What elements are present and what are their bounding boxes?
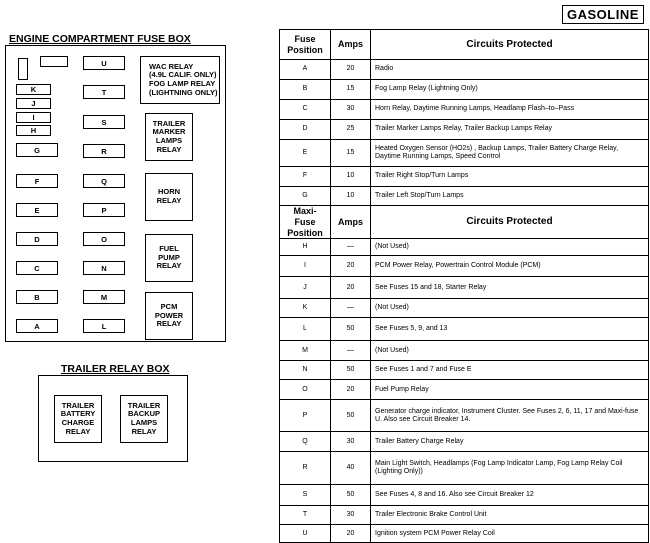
trailer-battery-charge-relay: TRAILER BATTERY CHARGE RELAY — [54, 395, 102, 443]
amps-cell: 50 — [331, 485, 371, 506]
amps-cell: 10 — [331, 187, 371, 206]
amps-cell: 50 — [331, 361, 371, 380]
circuit-cell: Radio — [371, 60, 649, 80]
position-cell: T — [280, 506, 331, 525]
fuse-slot-blank-1 — [18, 58, 28, 80]
position-cell: F — [280, 167, 331, 187]
amps-cell: 50 — [331, 400, 371, 432]
table-row — [280, 506, 649, 525]
fuse-table — [279, 29, 649, 543]
table-row — [280, 277, 649, 299]
position-cell: H — [280, 239, 331, 256]
circuit-cell: Trailer Left Stop/Turn Lamps — [371, 187, 649, 206]
position-cell: M — [280, 341, 331, 361]
fuse-slot-j: J — [16, 98, 51, 109]
fuse-slot-f: F — [16, 174, 58, 188]
table-row — [280, 120, 649, 140]
table-row — [280, 380, 649, 400]
position-cell: R — [280, 452, 331, 485]
table-row — [280, 452, 649, 485]
amps-cell: 15 — [331, 140, 371, 167]
amps-cell: 40 — [331, 452, 371, 485]
position-cell: N — [280, 361, 331, 380]
horn-relay: HORN RELAY — [145, 173, 193, 221]
circuit-cell: (Not Used) — [371, 341, 649, 361]
circuit-cell: Fuel Pump Relay — [371, 380, 649, 400]
circuit-cell: Fog Lamp Relay (Lightning Only) — [371, 80, 649, 100]
amps-cell: 20 — [331, 256, 371, 277]
fuse-slot-c: C — [16, 261, 58, 275]
trailer-backup-lamps-relay: TRAILER BACKUP LAMPS RELAY — [120, 395, 168, 443]
table-row — [280, 100, 649, 120]
table-row — [280, 400, 649, 432]
engine-box-title: ENGINE COMPARTMENT FUSE BOX — [9, 33, 191, 45]
position-cell: K — [280, 299, 331, 318]
fuse-slot-g: G — [16, 143, 58, 157]
amps-cell: — — [331, 299, 371, 318]
amps-cell: 15 — [331, 80, 371, 100]
amps-cell: 30 — [331, 432, 371, 452]
fuse-slot-e: E — [16, 203, 58, 217]
amps-cell: 20 — [331, 525, 371, 543]
amps-cell: 10 — [331, 167, 371, 187]
fuse-slot-u: U — [83, 56, 125, 70]
table-row — [280, 525, 649, 543]
position-cell: U — [280, 525, 331, 543]
maxi-header-row — [280, 206, 649, 239]
fuse-slot-o: O — [83, 232, 125, 246]
fuse-slot-n: N — [83, 261, 125, 275]
circuit-cell: Horn Relay, Daytime Running Lamps, Headlamp Flash–to–Pass — [371, 100, 649, 120]
circuit-cell: See Fuses 1 and 7 and Fuse E — [371, 361, 649, 380]
trailer-box-title: TRAILER RELAY BOX — [61, 363, 170, 375]
circuit-cell: Trailer Marker Lamps Relay, Trailer Backup Lamps Relay — [371, 120, 649, 140]
wac-fog-lamp-relay: WAC RELAY (4.9L CALIF. ONLY) FOG LAMP RELAY (LIGHTNING ONLY) — [140, 56, 220, 104]
position-cell: C — [280, 100, 331, 120]
header-circuits-cell: Circuits Protected — [371, 30, 649, 60]
pcm-power-relay: PCM POWER RELAY — [145, 292, 193, 340]
fuse-slot-h: H — [16, 125, 51, 136]
table-row — [280, 485, 649, 506]
position-cell: G — [280, 187, 331, 206]
trailer-relay-box — [38, 375, 188, 462]
table-row — [280, 80, 649, 100]
header-amps-cell: Amps — [331, 206, 371, 239]
position-cell: J — [280, 277, 331, 299]
position-cell: S — [280, 485, 331, 506]
fuse-slot-k: K — [16, 84, 51, 95]
table-row — [280, 167, 649, 187]
table-row — [280, 187, 649, 206]
circuit-cell: See Fuses 4, 8 and 16. Also see Circuit Breaker 12 — [371, 485, 649, 506]
fuse-slot-p: P — [83, 203, 125, 217]
amps-cell: — — [331, 341, 371, 361]
fuse-slot-a: A — [16, 319, 58, 333]
position-cell: P — [280, 400, 331, 432]
circuit-cell: Generator charge indicator, Instrument Cluster. See Fuses 2, 6, 11, 17 and Maxi-fuse U. Also see Circuit Breaker 14. — [371, 400, 649, 432]
header-amps-cell: Amps — [331, 30, 371, 60]
circuit-cell: (Not Used) — [371, 299, 649, 318]
circuit-cell: Trailer Electronic Brake Control Unit — [371, 506, 649, 525]
circuit-cell: Heated Oxygen Sensor (HO2s) , Backup Lamps, Trailer Battery Charge Relay, Daytime Running Lamps, Speed Control — [371, 140, 649, 167]
circuit-cell: See Fuses 5, 9, and 13 — [371, 318, 649, 341]
circuit-cell: PCM Power Relay, Powertrain Control Module (PCM) — [371, 256, 649, 277]
fuse-slot-s: S — [83, 115, 125, 129]
position-cell: I — [280, 256, 331, 277]
engine-fuse-box — [5, 45, 226, 342]
table-row — [280, 318, 649, 341]
table-row — [280, 341, 649, 361]
fuse-slot-d: D — [16, 232, 58, 246]
fuse-slot-m: M — [83, 290, 125, 304]
fuse-header-row — [280, 30, 649, 60]
fuse-slot-b: B — [16, 290, 58, 304]
gasoline-label: GASOLINE — [562, 5, 644, 24]
fuse-slot-q: Q — [83, 174, 125, 188]
amps-cell: 20 — [331, 60, 371, 80]
circuit-cell: Ignition system PCM Power Relay Coil — [371, 525, 649, 543]
position-cell: O — [280, 380, 331, 400]
amps-cell: 50 — [331, 318, 371, 341]
fuse-slot-l: L — [83, 319, 125, 333]
position-cell: A — [280, 60, 331, 80]
position-cell: B — [280, 80, 331, 100]
header-position-cell: Fuse Position — [280, 30, 331, 60]
table-row — [280, 299, 649, 318]
amps-cell: — — [331, 239, 371, 256]
circuit-cell: Trailer Battery Charge Relay — [371, 432, 649, 452]
position-cell: Q — [280, 432, 331, 452]
amps-cell: 30 — [331, 100, 371, 120]
amps-cell: 20 — [331, 380, 371, 400]
table-row — [280, 432, 649, 452]
header-position-cell: Maxi-Fuse Position — [280, 206, 331, 239]
circuit-cell: Main Light Switch, Headlamps (Fog Lamp Indicator Lamp, Fog Lamp Relay Coil (Lighting Only)) — [371, 452, 649, 485]
circuit-cell: See Fuses 15 and 18, Starter Relay — [371, 277, 649, 299]
amps-cell: 20 — [331, 277, 371, 299]
header-circuits-cell: Circuits Protected — [371, 206, 649, 239]
amps-cell: 25 — [331, 120, 371, 140]
trailer-marker-lamps-relay: TRAILER MARKER LAMPS RELAY — [145, 113, 193, 161]
fuse-slot-r: R — [83, 144, 125, 158]
position-cell: E — [280, 140, 331, 167]
table-row — [280, 60, 649, 80]
table-row — [280, 140, 649, 167]
fuse-slot-blank-2 — [40, 56, 68, 67]
position-cell: D — [280, 120, 331, 140]
position-cell: L — [280, 318, 331, 341]
fuse-slot-t: T — [83, 85, 125, 99]
circuit-cell: (Not Used) — [371, 239, 649, 256]
circuit-cell: Trailer Right Stop/Turn Lamps — [371, 167, 649, 187]
amps-cell: 30 — [331, 506, 371, 525]
fuse-slot-i: I — [16, 112, 51, 123]
table-row — [280, 239, 649, 256]
table-row — [280, 361, 649, 380]
table-row — [280, 256, 649, 277]
fuel-pump-relay: FUEL PUMP RELAY — [145, 234, 193, 282]
